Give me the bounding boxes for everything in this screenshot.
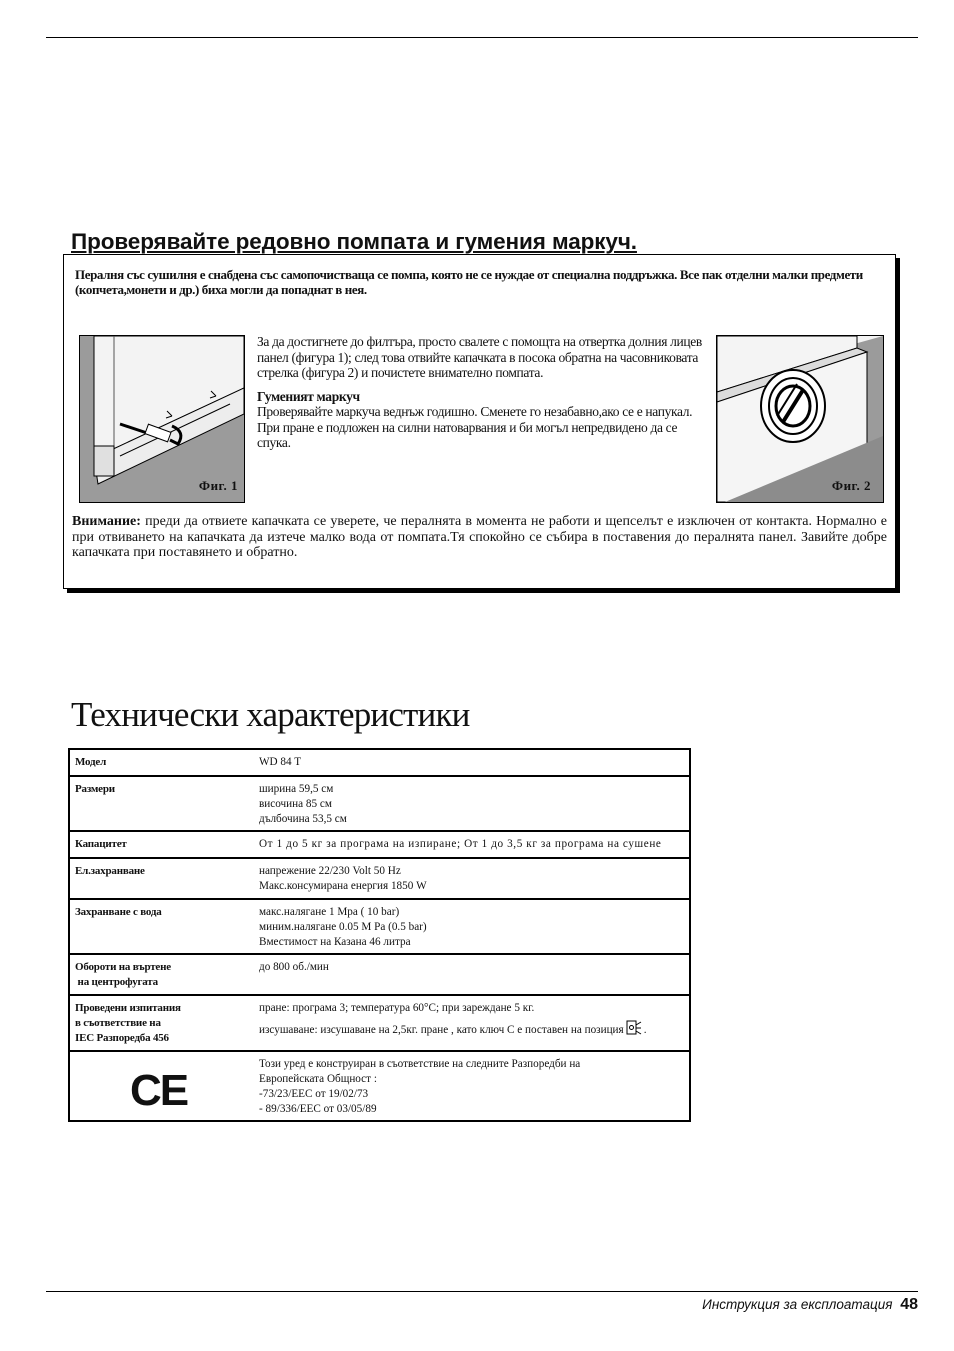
row-label: Модел (69, 749, 251, 776)
table-row (69, 831, 690, 858)
row-value (251, 831, 690, 858)
value-text: . (643, 1024, 647, 1036)
row-value (251, 995, 690, 1051)
row-value (251, 776, 690, 831)
value-line: до 800 об./мин (259, 961, 329, 973)
filter-text: За да достигнете до филтъра, просто свалете с помощта на отвертка долния лицев панел (фигура 1); след това отвийте капачката в посока обратна на часовниковата стрелка (фигура 2) и почистете внимателно помпата. (257, 334, 702, 380)
row-value (251, 858, 690, 899)
label-line: IEC Разпоредба 456 (75, 1032, 169, 1044)
bottom-rule (46, 1291, 918, 1292)
section-title: Проверявайте редовно помпата и гумения маркуч. (71, 229, 637, 254)
value-line (259, 1019, 683, 1038)
row-label: Захранване с вода (69, 899, 251, 954)
warning-body: преди да отвиете капачката се уверете, че пералнята в момента не работи и щепселът е изключен от контакта. Нормално е при отвиването на капачката да изтече малко вода от помпата.Тя спокойно се събира в поставения до пералнята панел. Завийте добре капачката при поставянето и обратно. (72, 514, 887, 560)
value-line: миним.налягане 0.05 M Pa (0.5 bar) (259, 921, 427, 933)
row-value (251, 1051, 690, 1121)
hose-text: Проверявайте маркуча веднъж годишно. Сменете го незабавно,ако се е напукал. При пране е подложен на силни натоварвания и би могъл непредвидено да се спука. (257, 404, 693, 450)
dryer-setting-icon (625, 1019, 643, 1037)
top-rule (46, 37, 918, 38)
label-line: Обороти на въртене (75, 961, 171, 973)
row-label (69, 995, 251, 1051)
table-row (69, 858, 690, 899)
table-row (69, 995, 690, 1051)
warning-text (72, 514, 887, 561)
value-line: WD 84 T (259, 756, 302, 768)
figure-2 (716, 335, 884, 503)
value-line: Европейската Общност : (259, 1073, 377, 1085)
intro-text: Пералня със сушилня е снабдена със самопочистваща се помпа, която не се нуждае от специална поддръжка. Все пак отделни малки предмети (копчета,монети и др.) биха могли да попаднат в нея. (75, 267, 863, 297)
table-row (69, 749, 690, 776)
value-line: От 1 до 5 кг за програма на изпиране; От 1 до 3,5 кг за програма на сушене (259, 838, 662, 850)
value-text: изсушаване: изсушаване на 2,5кг. пране , като ключ С е поставен на позиция (259, 1024, 624, 1036)
value-line: Вместимост на Казана 46 литра (259, 936, 411, 948)
figure-1-label: Фиг. 1 (198, 478, 238, 493)
row-label: Размери (69, 776, 251, 831)
page-number: 48 (900, 1296, 918, 1313)
value-line: пране: програма 3; температура 60°C; при зареждане 5 кг. (259, 1002, 535, 1014)
row-value (251, 954, 690, 995)
row-value (251, 899, 690, 954)
value-line: Този уред е конструиран в съответствие на следните Разпоредби на (259, 1058, 581, 1070)
page-footer (702, 1296, 918, 1314)
value-line: - 89/336/EEC от 03/05/89 (259, 1103, 377, 1115)
table-row (69, 954, 690, 995)
hose-heading: Гуменият маркуч (257, 388, 360, 404)
value-line: височина 85 см (259, 798, 332, 810)
value-line: напрежение 22/230 Volt 50 Hz (259, 865, 401, 877)
figure-1 (79, 335, 245, 503)
row-label: Ел.захранване (69, 858, 251, 899)
warning-label: Внимание: (72, 514, 141, 529)
value-line: макс.налягане 1 Mpa ( 10 bar) (259, 906, 400, 918)
row-value (251, 749, 690, 776)
figure-description (257, 334, 703, 451)
ce-mark: CE (130, 1066, 188, 1115)
value-line: дълбочина 53,5 см (259, 813, 347, 825)
table-row (69, 899, 690, 954)
label-line: Проведени изпитания (75, 1002, 181, 1014)
value-line: ширина 59,5 см (259, 783, 334, 795)
label-line: на центрофугата (75, 976, 158, 988)
specs-title: Технически характеристики (71, 695, 470, 734)
maintenance-box (63, 254, 896, 589)
spec-table (68, 748, 691, 1122)
value-line: -73/23/EEC от 19/02/73 (259, 1088, 369, 1100)
figure-2-label: Фиг. 2 (831, 478, 871, 493)
footer-text: Инструкция за експлоатация (702, 1297, 893, 1312)
row-label: Капацитет (69, 831, 251, 858)
label-line: в съответствие на (75, 1017, 161, 1029)
ce-cell (69, 1051, 251, 1121)
value-line: Макс.консумирана енергия 1850 W (259, 880, 427, 892)
table-row (69, 1051, 690, 1121)
row-label (69, 954, 251, 995)
table-row (69, 776, 690, 831)
